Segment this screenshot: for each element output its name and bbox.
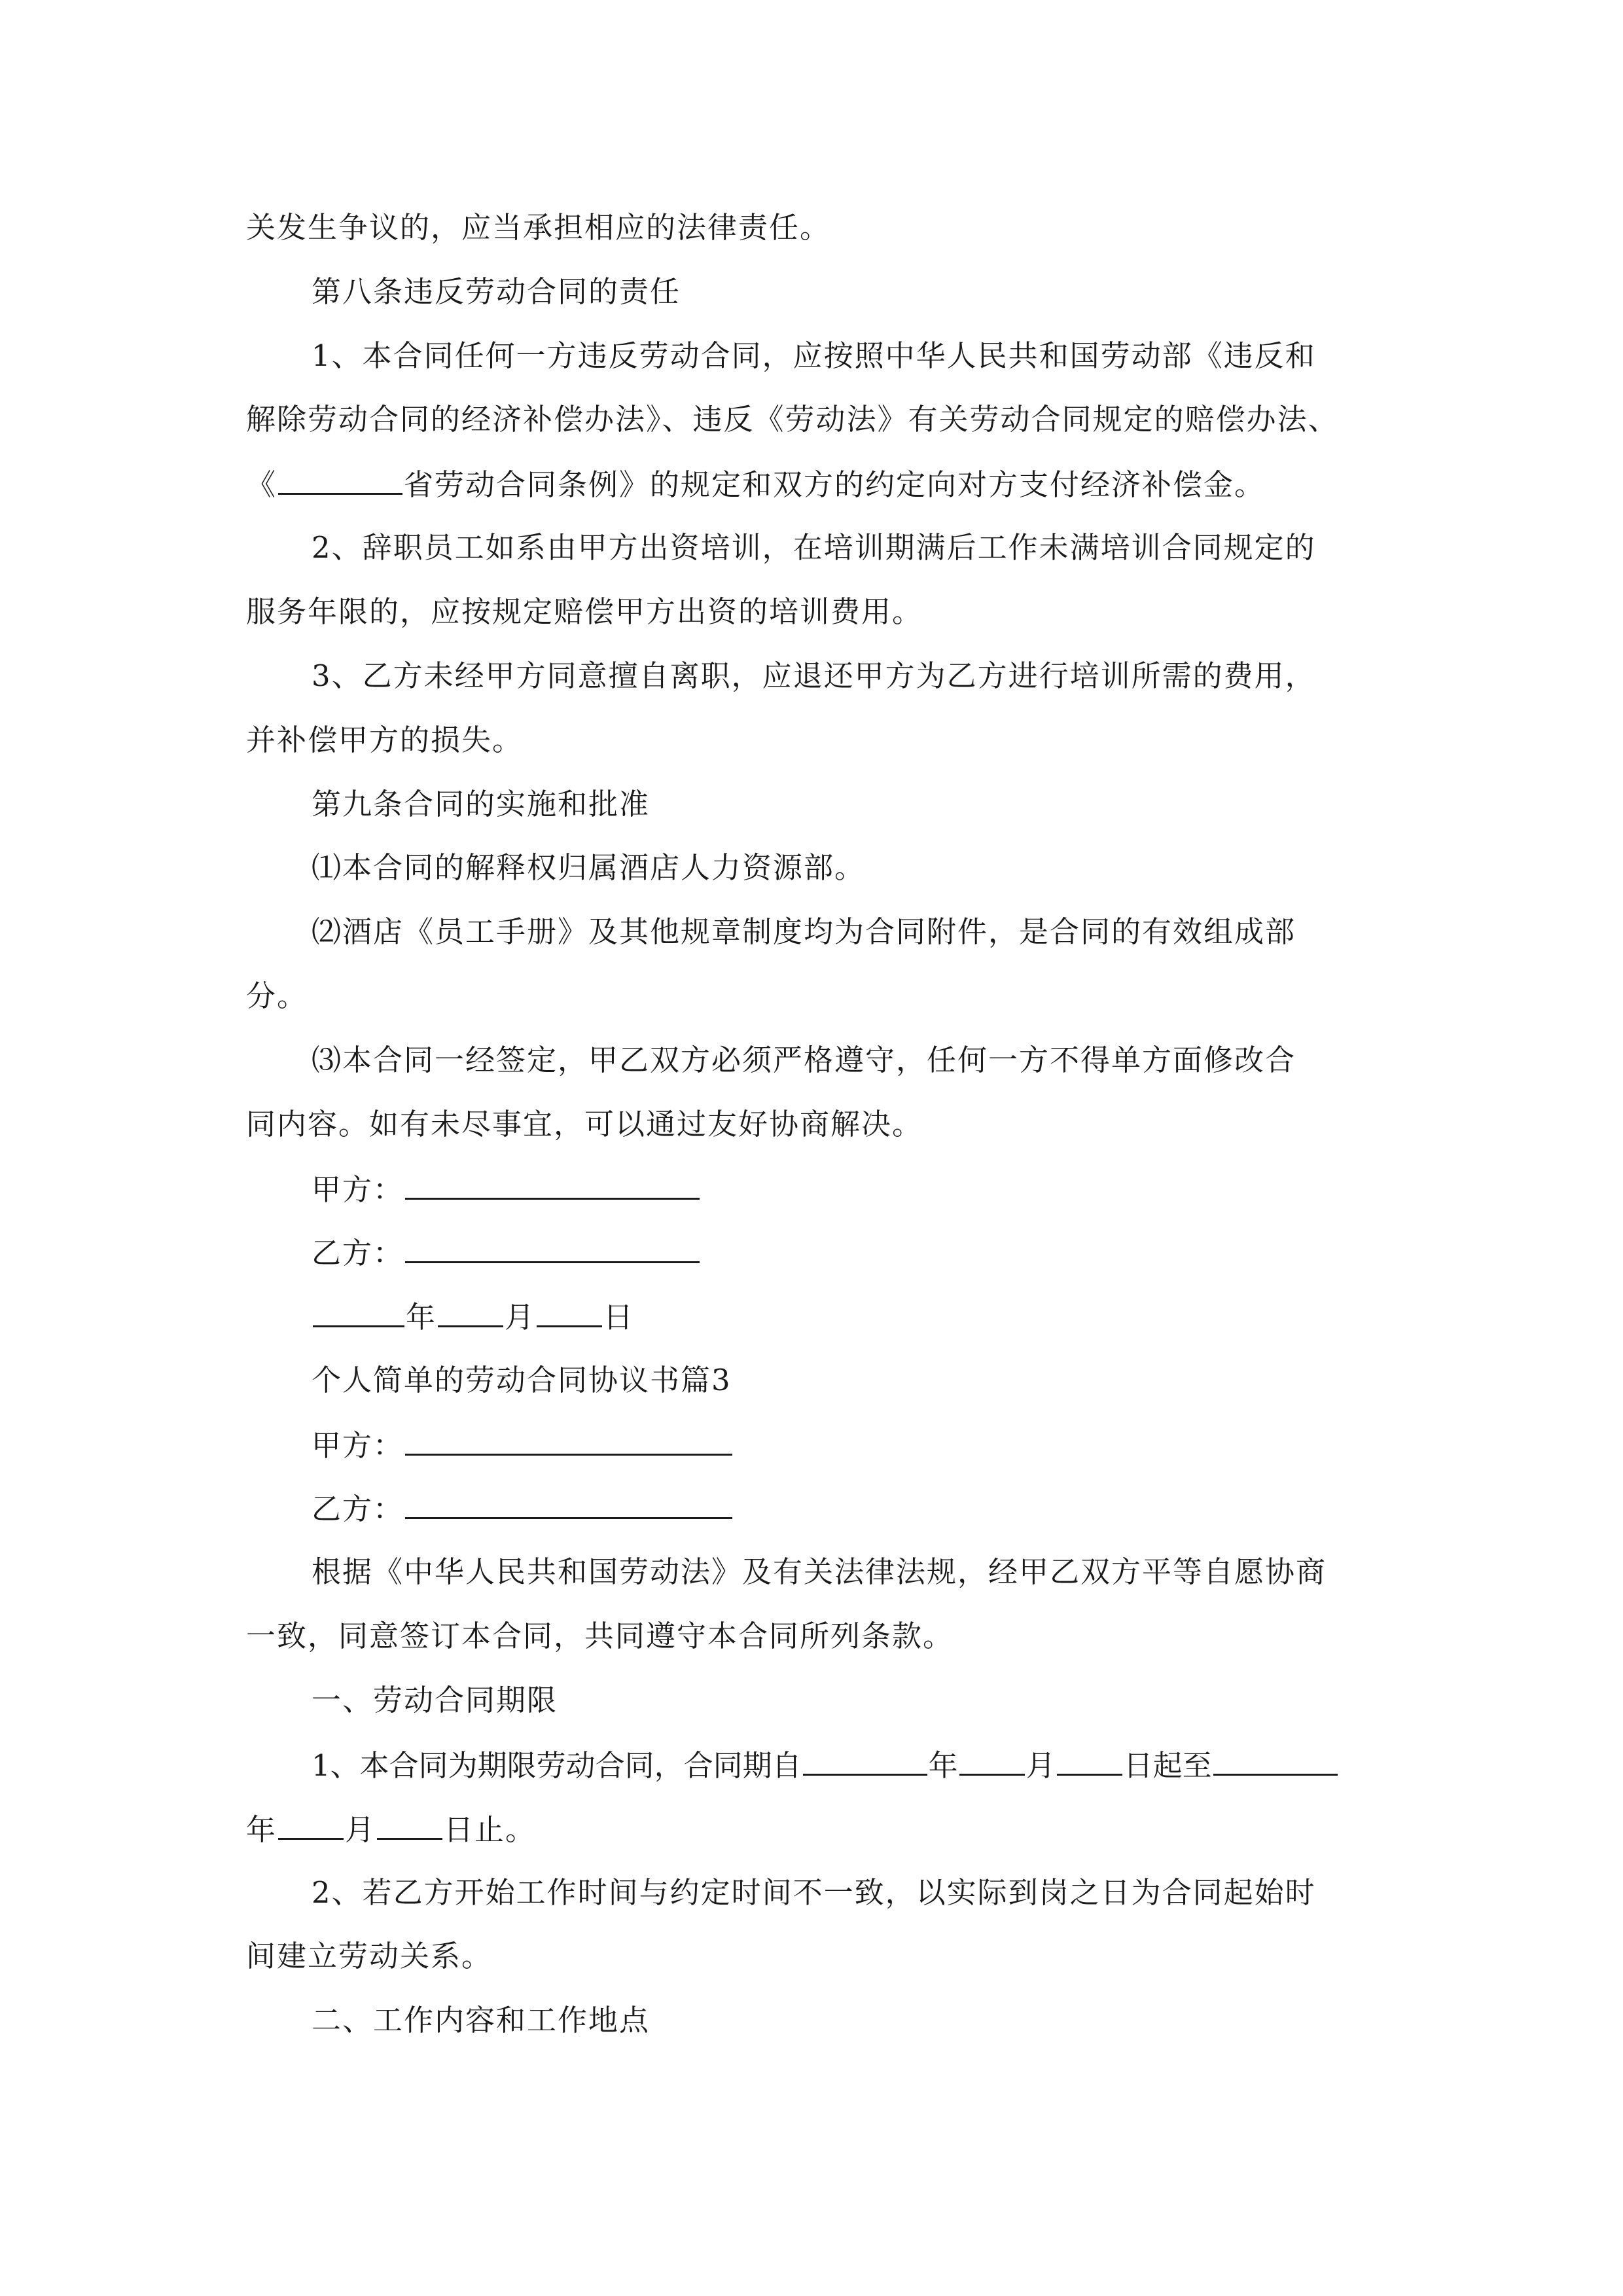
text: 分。 [246,978,308,1013]
year-field[interactable] [313,1297,404,1327]
text: 服务年限的，应按规定赔偿甲方出资的培训费用。 [246,594,923,629]
paragraph-line [246,592,923,632]
day-field[interactable] [537,1297,602,1327]
section-heading [312,2001,650,2040]
text: 2、辞职员工如系由甲方出资培训，在培训期满后工作未满培训合同规定的 [312,530,1316,565]
label: 甲方： [312,1428,404,1463]
text: 年 [406,1300,437,1335]
text: 间建立劳动关系。 [246,1939,493,1973]
section-title [312,1361,732,1400]
text: 3、乙方未经甲方同意擅自离职，应退还甲方为乙方进行培训所需的费用， [312,658,1316,693]
paragraph-line [312,912,1296,952]
signature-line-party-a [312,1425,734,1465]
paragraph-line [246,464,1265,505]
text: 年 [928,1748,958,1783]
paragraph-line [312,336,1316,376]
text: 一致，同意签订本合同，共同遵守本合同所列条款。 [246,1619,954,1653]
section-heading [312,1681,558,1720]
paragraph-line [312,1745,1339,1785]
section-heading [312,272,681,312]
text: 并补偿甲方的损失。 [246,723,524,757]
section-heading [312,785,650,824]
signature-line-party-b [312,1488,734,1529]
paragraph-line [246,400,1339,439]
month-field[interactable] [438,1297,503,1327]
paragraph-line [246,1617,954,1656]
text: 月 [345,1812,376,1847]
start-year-field[interactable] [803,1745,927,1776]
paragraph-line [246,1809,536,1850]
paragraph-line [312,848,865,888]
start-day-field[interactable] [1057,1745,1122,1776]
text: 第八条违反劳动合同的责任 [312,274,681,309]
text: 月 [505,1300,536,1335]
signature-line-party-a [312,1169,701,1210]
text: 个人简单的劳动合同协议书篇3 [312,1363,732,1397]
text: 二、工作内容和工作地点 [312,2003,651,2037]
fill-blank[interactable] [278,464,402,495]
text: 同内容。如有未尽事宜，可以通过友好协商解决。 [246,1107,923,1141]
text: 月 [1026,1748,1056,1783]
label: 乙方： [312,1492,404,1526]
paragraph-line [246,1937,492,1976]
text: 《 [246,467,277,502]
paragraph-line [312,528,1316,567]
paragraph-line [246,1105,923,1144]
paragraph-line [312,1552,1327,1592]
signature-line-party-b [312,1232,701,1273]
end-month-field[interactable] [278,1809,344,1840]
party-b-signature-field[interactable] [405,1232,700,1263]
party-a-signature-field[interactable] [405,1169,700,1200]
party-a-name-field[interactable] [405,1425,732,1456]
date-line [312,1297,634,1337]
text: 2、若乙方开始工作时间与约定时间不一致，以实际到岗之日为合同起始时 [312,1875,1316,1910]
text: 日止。 [444,1812,537,1847]
paragraph-line [312,656,1316,696]
paragraph-line [312,1873,1316,1912]
label: 乙方： [312,1236,404,1270]
text: 1、本合同任何一方违反劳动合同，应按照中华人民共和国劳动部《违反和 [312,338,1316,373]
paragraph-line [312,1041,1296,1080]
start-month-field[interactable] [959,1745,1025,1776]
text: 年 [246,1812,277,1847]
text: ⑶本合同一经签定，甲乙双方必须严格遵守，任何一方不得单方面修改合 [312,1043,1296,1077]
text: 关发生争议的，应当承担相应的法律责任。 [246,210,831,245]
text: 日起至 [1123,1748,1212,1783]
party-b-name-field[interactable] [405,1488,732,1519]
text: 省劳动合同条例》的规定和双方的约定向对方支付经济补偿金。 [404,467,1266,502]
end-year-field[interactable] [1213,1745,1338,1776]
text: ⑴本合同的解释权归属酒店人力资源部。 [312,850,866,885]
paragraph-line [246,721,523,760]
text: 第九条合同的实施和批准 [312,787,651,821]
text: 日 [603,1300,635,1335]
paragraph-line [246,977,308,1016]
text: ⑵酒店《员工手册》及其他规章制度均为合同附件，是合同的有效组成部 [312,914,1296,949]
label: 甲方： [312,1172,404,1207]
text: 1、本合同为期限劳动合同，合同期自 [312,1748,802,1783]
end-day-field[interactable] [377,1809,442,1840]
paragraph-line [246,208,830,247]
text: 一、劳动合同期限 [312,1683,558,1717]
text: 解除劳动合同的经济补偿办法》、违反《劳动法》有关劳动合同规定的赔偿办法、 [246,402,1339,437]
text: 根据《中华人民共和国劳动法》及有关法律法规，经甲乙双方平等自愿协商 [312,1554,1327,1589]
